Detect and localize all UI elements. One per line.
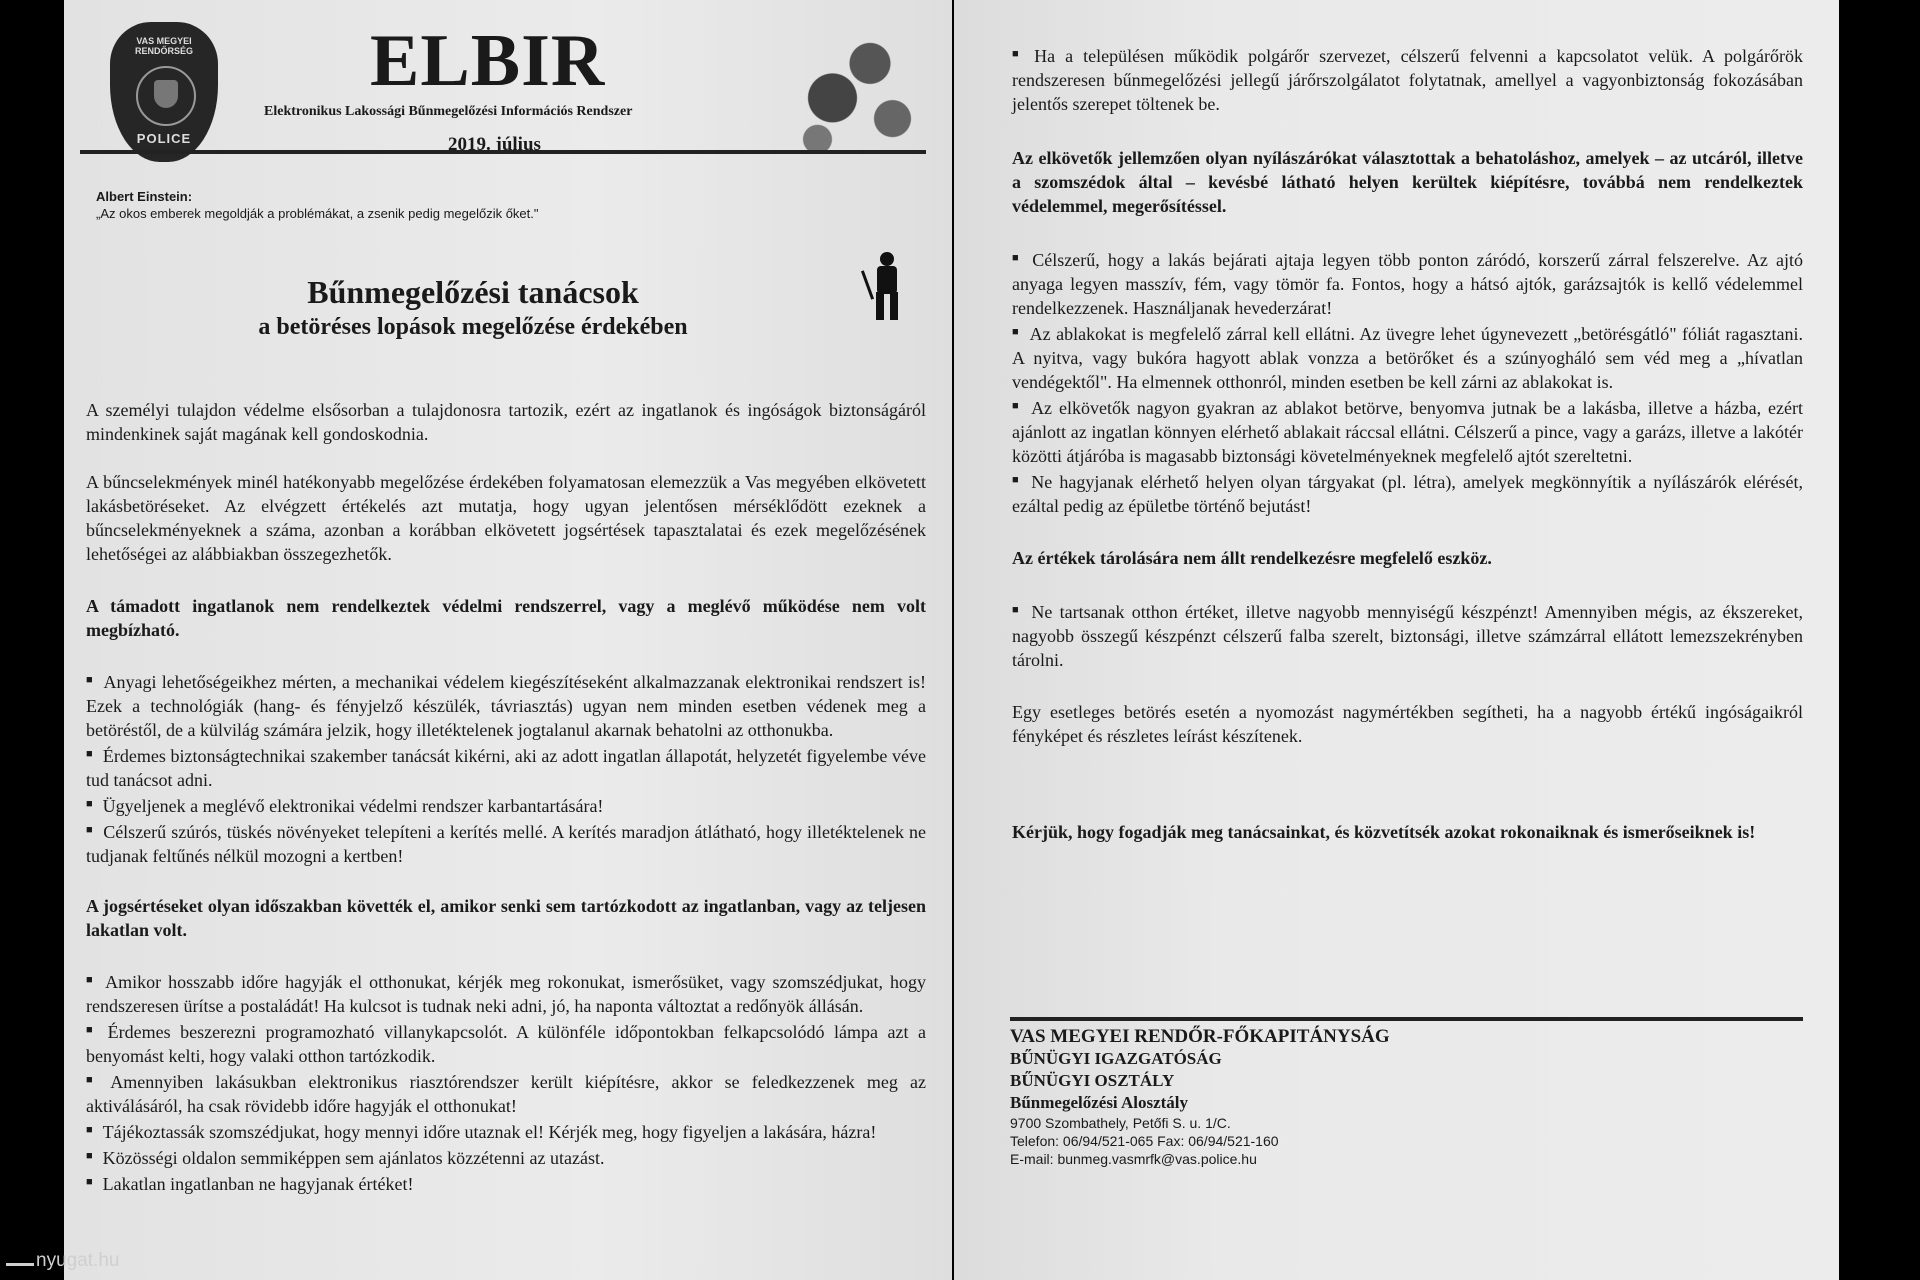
bullet-icon: ■ (86, 974, 96, 986)
list-item: ■ Érdemes biztonságtechnikai szakember tanácsát kikérni, aki az adott ingatlan állapotát, helyzetét figyelembe véve tud tanácsot adni. (86, 746, 926, 790)
watermark-logo-icon (6, 1255, 34, 1266)
bullet-icon: ■ (1012, 326, 1020, 338)
list-item: ■ Az elkövetők nagyon gyakran az ablakot betörve, benyomva jutnak be a lakásba, illetve a házba, ezért ajánlott az ingatlan könnyen elérhető ablakait ráccsal ellátni. Célszerű a pince, vagy a garázs, illetve a lakótér közötti átjáróba is magasabb biztonsági követelményeknek megfelelő ajtót szereltetni. (1012, 398, 1803, 466)
footer-unit: Bűnmegelőzési Alosztály (1010, 1093, 1189, 1112)
badge-top-text: VAS MEGYEI RENDŐRSÉG (134, 36, 193, 56)
bullet-list-2 (86, 968, 926, 1196)
section-heading-2: A jogsértéseket olyan időszakban követték el, amikor senki sem tartózkodott az ingatlanban, vagy az teljesen lakatlan volt. (86, 896, 926, 940)
watermark: nyugat.hu (6, 1250, 119, 1272)
list-item: ■ Érdemes beszerezni programozható villanykapcsolót. A különféle időpontokban felkapcsolódó lámpa azt a benyomást kelti, hogy valaki otthon tartózkodik. (86, 1022, 926, 1066)
quote (80, 188, 926, 222)
crest-icon (136, 66, 196, 126)
bullet-icon: ■ (86, 1024, 98, 1036)
list-item: ■ Ne tartsanak otthon értéket, illetve nagyobb mennyiségű készpénzt! Amennyiben mégis, az ékszereket, nagyobb összegű készpénzt célszerű falba szerelt, biztonsági, illetve számzárral ellátott lemezszekrényben tárolni. (1012, 602, 1803, 670)
footer-dept-1: BŰNÜGYI IGAZGATÓSÁG (1010, 1049, 1222, 1068)
header-divider (80, 150, 926, 154)
section-heading-1: A támadott ingatlanok nem rendelkeztek védelmi rendszerrel, vagy a meglévő működése nem volt megbízható. (86, 596, 926, 640)
police-badge-icon (110, 22, 218, 162)
footer-email[interactable]: E-mail: bunmeg.vasmrfk@vas.police.hu (1010, 1151, 1257, 1167)
page-subtitle: a betöréses lopások megelőzése érdekében (258, 314, 688, 340)
right-page (954, 0, 1839, 1280)
footer-divider (1010, 1017, 1803, 1021)
bullet-icon: ■ (1012, 48, 1025, 60)
list-item: ■ Amennyiben lakásukban elektronikus riasztórendszer került kiépítésre, akkor se feledkezzenek meg az aktiválásáról, ha csak rövidebb időre hagyják el otthonukat! (86, 1072, 926, 1116)
footer (1010, 1025, 1803, 1168)
page-title: Bűnmegelőzési tanácsok (307, 274, 639, 310)
list-item: ■ Ügyeljenek a meglévő elektronikai védelmi rendszer karbantartására! (86, 796, 604, 816)
footer-address: 9700 Szombathely, Petőfi S. u. 1/C. (1010, 1115, 1231, 1131)
closing-paragraph: Egy esetleges betörés esetén a nyomozást nagymértékben segítheti, ha a nagyobb értékű ingóságaikról fényképet és részletes leírást készítenek. (1012, 702, 1803, 746)
list-item: ■ Anyagi lehetőségeikhez mérten, a mechanikai védelem kiegészítéseként alkalmazzanak elektronikai rendszert is! Ezek a technológiák (hang- és fényjelző készülék, távriasztás) ugyan nem minden esetben védenek meg a betöréstől, de a külvilág számára jelzik, hogy illetéktelenek jogtalanul akarnak behatolni az otthonukba. (86, 672, 926, 740)
footer-org: VAS MEGYEI RENDŐR-FŐKAPITÁNYSÁG (1010, 1026, 1390, 1047)
list-item: ■ Lakatlan ingatlanban ne hagyjanak értéket! (86, 1174, 414, 1194)
bullet-icon: ■ (86, 798, 93, 810)
footer-dept-2: BŰNÜGYI OSZTÁLY (1010, 1071, 1175, 1090)
bullet-icon: ■ (86, 1150, 93, 1162)
section-heading-3: Az elkövetők jellemzően olyan nyílászárókat választottak a behatoláshoz, amelyek – az utcáról, illetve a szomszédok által – kevésbé látható helyen kerültek kiépítésre, továbbá nem rendelkeztek védelemmel, megerősítéssel. (1012, 148, 1803, 216)
closing-request: Kérjük, hogy fogadják meg tanácsainkat, és közvetítsék azokat rokonaiknak és ismerőseiknek is! (1012, 822, 1756, 842)
title-block (80, 272, 926, 342)
bullet-icon: ■ (86, 1074, 101, 1086)
issue-date: 2019. július (448, 134, 541, 155)
right-body (968, 42, 1803, 844)
intro-paragraph-1: A személyi tulajdon védelme elsősorban a tulajdonosra tartozik, ezért az ingatlanok és ingóságok biztonságáról mindenkinek saját magának kell gondoskodnia. (86, 400, 926, 444)
bullet-icon: ■ (1012, 400, 1022, 412)
bullet-list-3 (1012, 246, 1803, 518)
left-page (64, 0, 952, 1280)
bullet-icon: ■ (86, 1124, 93, 1136)
list-item: ■ Ne hagyjanak elérhető helyen olyan tárgyakat (pl. létra), amelyek megkönnyítik a nyílászárók elérését, ezáltal pedig az épületbe történő bejutást! (1012, 472, 1803, 516)
section-heading-4: Az értékek tárolására nem állt rendelkezésre megfelelő eszköz. (1012, 548, 1492, 568)
burglar-icon (866, 252, 906, 320)
left-body (80, 398, 926, 1196)
list-item: ■ Tájékoztassák szomszédjukat, hogy mennyi időre utaznak el! Kérjék meg, hogy figyeljen a lakására, házra! (86, 1122, 877, 1142)
bullet-list-1 (86, 668, 926, 868)
list-item: ■ Célszerű szúrós, tüskés növényeket telepíteni a kerítés mellé. A kerítés maradjon átlátható, hogy illetéktelenek ne tudjanak feltűnés nélkül mozogni a kertben! (86, 822, 926, 866)
quote-text: „Az okos emberek megoldják a problémákat, a zsenik pedig megelőzik őket." (96, 206, 539, 221)
county-map-collage-icon (780, 22, 930, 160)
bullet-icon: ■ (1012, 474, 1022, 486)
bullet-icon: ■ (86, 748, 93, 760)
bullet-icon: ■ (1012, 252, 1023, 264)
footer-phone: Telefon: 06/94/521-065 Fax: 06/94/521-160 (1010, 1133, 1279, 1149)
list-item: ■ Az ablakokat is megfelelő zárral kell ellátni. Az üvegre lehet úgynevezett „betörésgátló" fóliát ragasztani. A nyitva, vagy bukóra hagyott ablak vonzza a betörőket és a szúnyogháló sem véd meg a „hívatlan vendégektől". Ha elmennek otthonról, minden esetben be kell zárni az ablakokat is. (1012, 324, 1803, 392)
bullet-icon: ■ (86, 1176, 93, 1188)
list-item: ■ Célszerű, hogy a lakás bejárati ajtaja legyen több ponton záródó, korszerű zárral felszerelve. Az ajtó anyaga legyen masszív, fém, vagy tömör fa. Fontos, hogy a hátsó ajtók, garázsajtók is kellő védelemmel rendelkezzenek. Használjanak hevederzárat! (1012, 250, 1803, 318)
quote-author: Albert Einstein: (96, 189, 193, 204)
bullet-list-4 (1012, 598, 1803, 672)
list-item: ■ Ha a településen működik polgárőr szervezet, célszerű felvenni a kapcsolatot velük. A polgárőrök rendszeresen bűnmegelőzési jellegű járőrszolgálatot folytatnak, amellyel a vagyonbiztonság fokozásában jelentős szerepet töltenek be. (1012, 46, 1803, 114)
badge-bottom-text: POLICE (136, 131, 192, 146)
masthead-title: ELBIR (370, 20, 606, 102)
bullet-icon: ■ (86, 674, 94, 686)
masthead (80, 16, 926, 166)
list-item: ■ Amikor hosszabb időre hagyják el otthonukat, kérjék meg rokonukat, ismerősüket, vagy szomszédjukat, hogy rendszeresen ürítse a postaládát! Ha kulcsot is tudnak neki adni, jó, ha naponta változtat a redőnyök állásán. (86, 972, 926, 1016)
list-item: ■ Közösségi oldalon semmiképpen sem ajánlatos közzétenni az utazást. (86, 1148, 605, 1168)
bullet-icon: ■ (86, 824, 94, 836)
intro-paragraph-2: A bűncselekmények minél hatékonyabb megelőzése érdekében folyamatosan elemezzük a Vas megyében elkövetett lakásbetöréseket. Az elvégzett értékelés azt mutatja, hogy ugyan jelentősen mérséklődött ezeknek a bűncselekményeknek a száma, azonban a korábban elkövetett jogsértések tapasztalatai és ezek megelőzésének lehetőségei az alábbiakban összegezhetők. (86, 472, 926, 564)
bullet-icon: ■ (1012, 604, 1022, 616)
masthead-subtitle: Elektronikus Lakossági Bűnmegelőzési Információs Rendszer (264, 104, 633, 119)
